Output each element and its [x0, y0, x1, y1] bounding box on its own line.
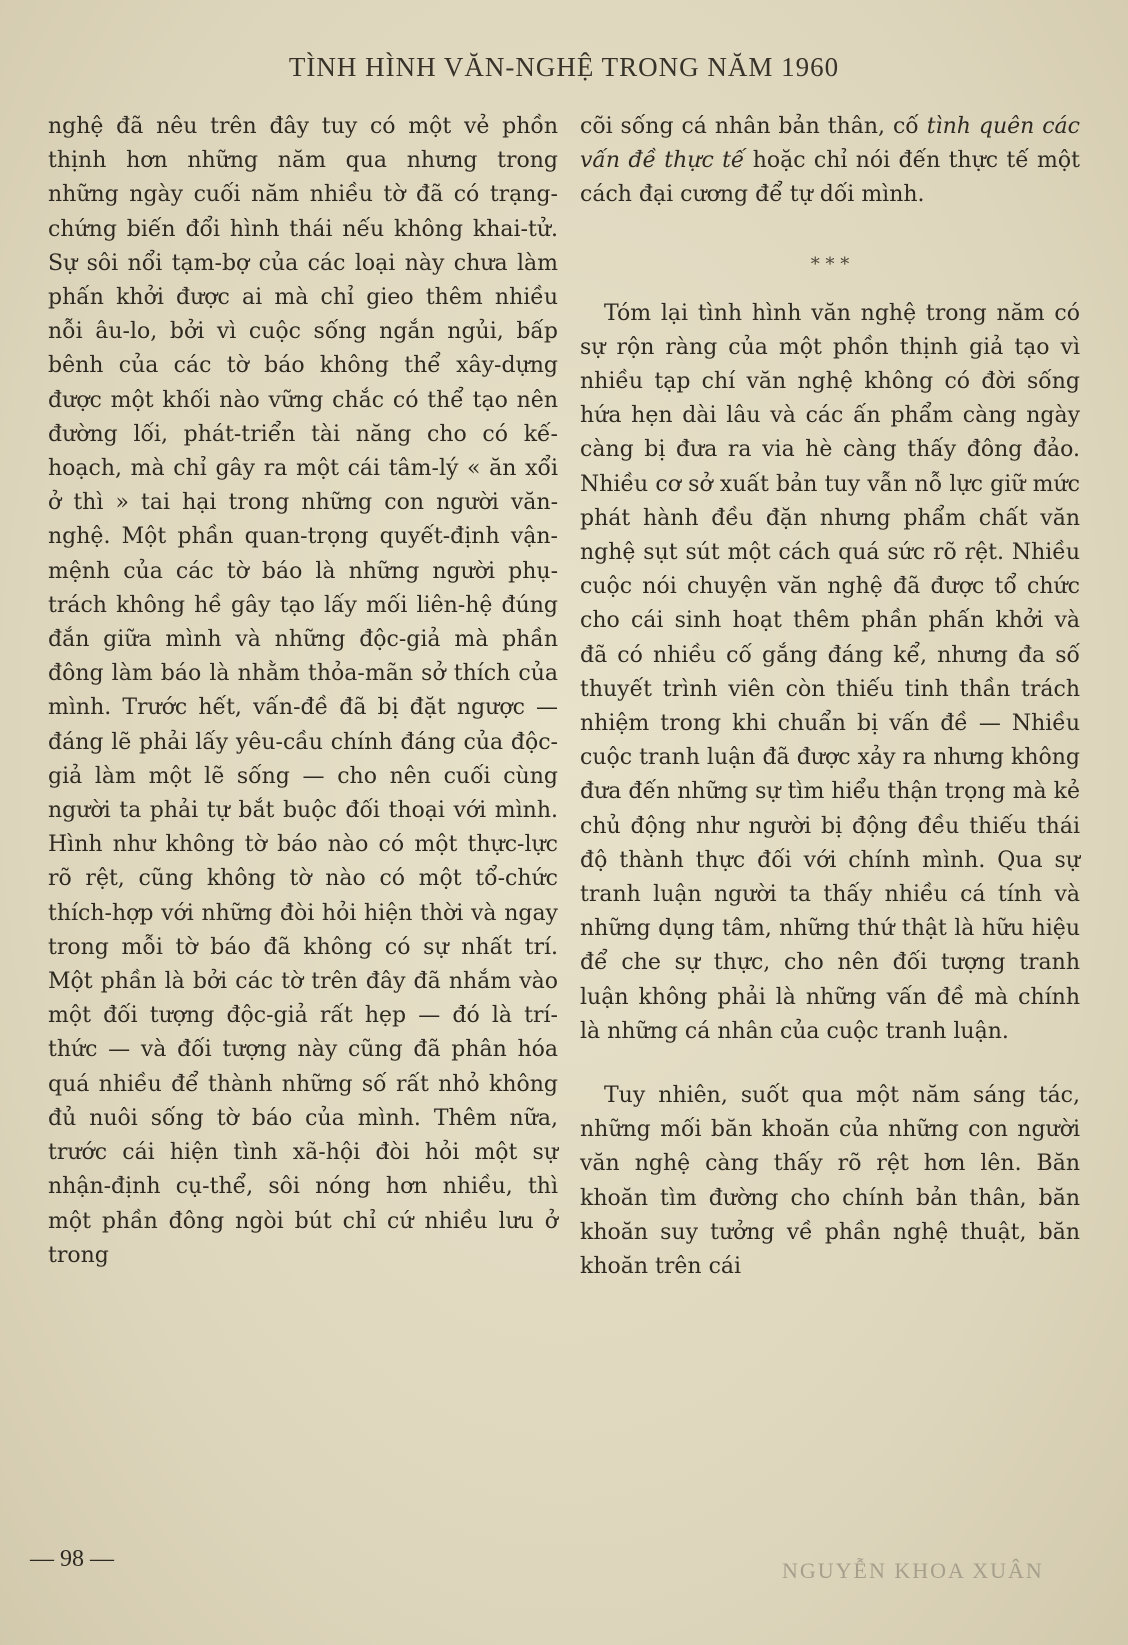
library-stamp: NGUYỄN KHOA XUÂN — [782, 1558, 1044, 1583]
paragraph-gap — [580, 1049, 1080, 1079]
right-column — [580, 110, 1080, 1284]
p1-text-b: hoặc chỉ nói đến thực tế một cách đại cương để tự dối mình. — [580, 148, 1080, 208]
p1-italic-text: tình quên các vấn đề thực tế — [580, 114, 1080, 174]
right-paragraph-3: Tuy nhiên, suốt qua một năm sáng tác, những mối băn khoăn của những con người văn nghệ càng thấy rõ rệt hơn lên. Băn khoăn tìm đường cho chính bản thân, băn khoăn suy tưởng về phần nghệ thuật, băn khoăn trên cái — [580, 1083, 1080, 1280]
page-number: — 98 — — [30, 1546, 114, 1572]
right-paragraph-1 — [580, 110, 1080, 213]
p1-text-a: cõi sống cá nhân bản thân, cố — [580, 114, 927, 139]
left-column-text: nghệ đã nêu trên đây tuy có một vẻ phồn thịnh hơn những năm qua nhưng trong những ngày cuối năm nhiều tờ đã có trạng-chứng biến đổi hình thái nếu không khai-tử. Sự sôi nổi tạm-bợ của các loại này chưa làm phấn khởi được ai mà chỉ gieo thêm nhiều nỗi âu-lo, bởi vì cuộc sống ngắn ngủi, bấp bênh của các tờ báo không thể xây-dựng được một khối nào vững chắc có thể tạo nên đường lối, phát-triển tài năng cho có kế-hoạch, mà chỉ gây ra một cái tâm-lý « ăn xổi ở thì » tai hại trong những con người văn-nghệ. Một phần quan-trọng quyết-định vận-mệnh của các tờ báo là những người phụ-trách không hề gây tạo lấy mối liên-hệ đúng đắn giữa mình và những độc-giả mà phần đông làm báo là nhằm thỏa-mãn sở thích của mình. Trước hết, vấn-đề đã bị đặt ngược — đáng lẽ phải lấy yêu-cầu chính đáng của độc-giả làm một lẽ sống — cho nên cuối cùng người ta phải tự bắt buộc đối thoại với mình. Hình như không tờ báo nào có một thực-lực rõ rệt, cũng không tờ nào có một tổ-chức thích-hợp với những đòi hỏi hiện thời và ngay trong mỗi tờ báo đã không có sự nhất trí. Một phần là bởi các tờ trên đây đã nhắm vào một đối tượng độc-giả rất hẹp — đó là trí-thức — và đối tượng này cũng đã phân hóa quá nhiều để thành những số rất nhỏ không đủ nuôi sống tờ báo của mình. Thêm nữa, trước cái hiện tình xã-hội đòi hỏi một sự nhận-định cụ-thể, sôi nóng hơn nhiều, thì một phần đông ngòi bút chỉ cứ nhiều lưu ở trong — [48, 114, 558, 1268]
right-paragraph-2: Tóm lại tình hình văn nghệ trong năm có sự rộn ràng của một phồn thịnh giả tạo vì nhiều tạp chí văn nghệ không có đời sống hứa hẹn dài lâu và các ấn phẩm càng ngày càng bị đưa ra via hè càng thấy đông đảo. Nhiều cơ sở xuất bản tuy vẫn nỗ lực giữ mức phát hành đều đặn nhưng phẩm chất văn nghệ sụt sút một cách quá sức rõ rệt. Nhiều cuộc nói chuyện văn nghệ đã được tổ chức cho cái sinh hoạt thêm phần phấn khởi và đã có nhiều cố gắng đáng kể, nhưng đa số thuyết trình viên còn thiếu tinh thần trách nhiệm trong khi chuẩn bị vấn đề — Nhiều cuộc tranh luận đã được xảy ra nhưng không đưa đến những sự tìm hiểu thận trọng mà kẻ chủ động như người bị động đều thiếu thái độ thành thực đối với chính mình. Qua sự tranh luận người ta thấy nhiều cá tính và những dụng tâm, những thứ thật là hữu hiệu để che sự thực, cho nên đối tượng tranh luận không phải là những vấn đề mà chính là những cá nhân của cuộc tranh luận. — [580, 300, 1080, 1044]
left-column — [48, 110, 558, 1273]
running-header: TÌNH HÌNH VĂN-NGHỆ TRONG NĂM 1960 — [288, 52, 840, 82]
section-separator: * * * — [810, 253, 850, 275]
